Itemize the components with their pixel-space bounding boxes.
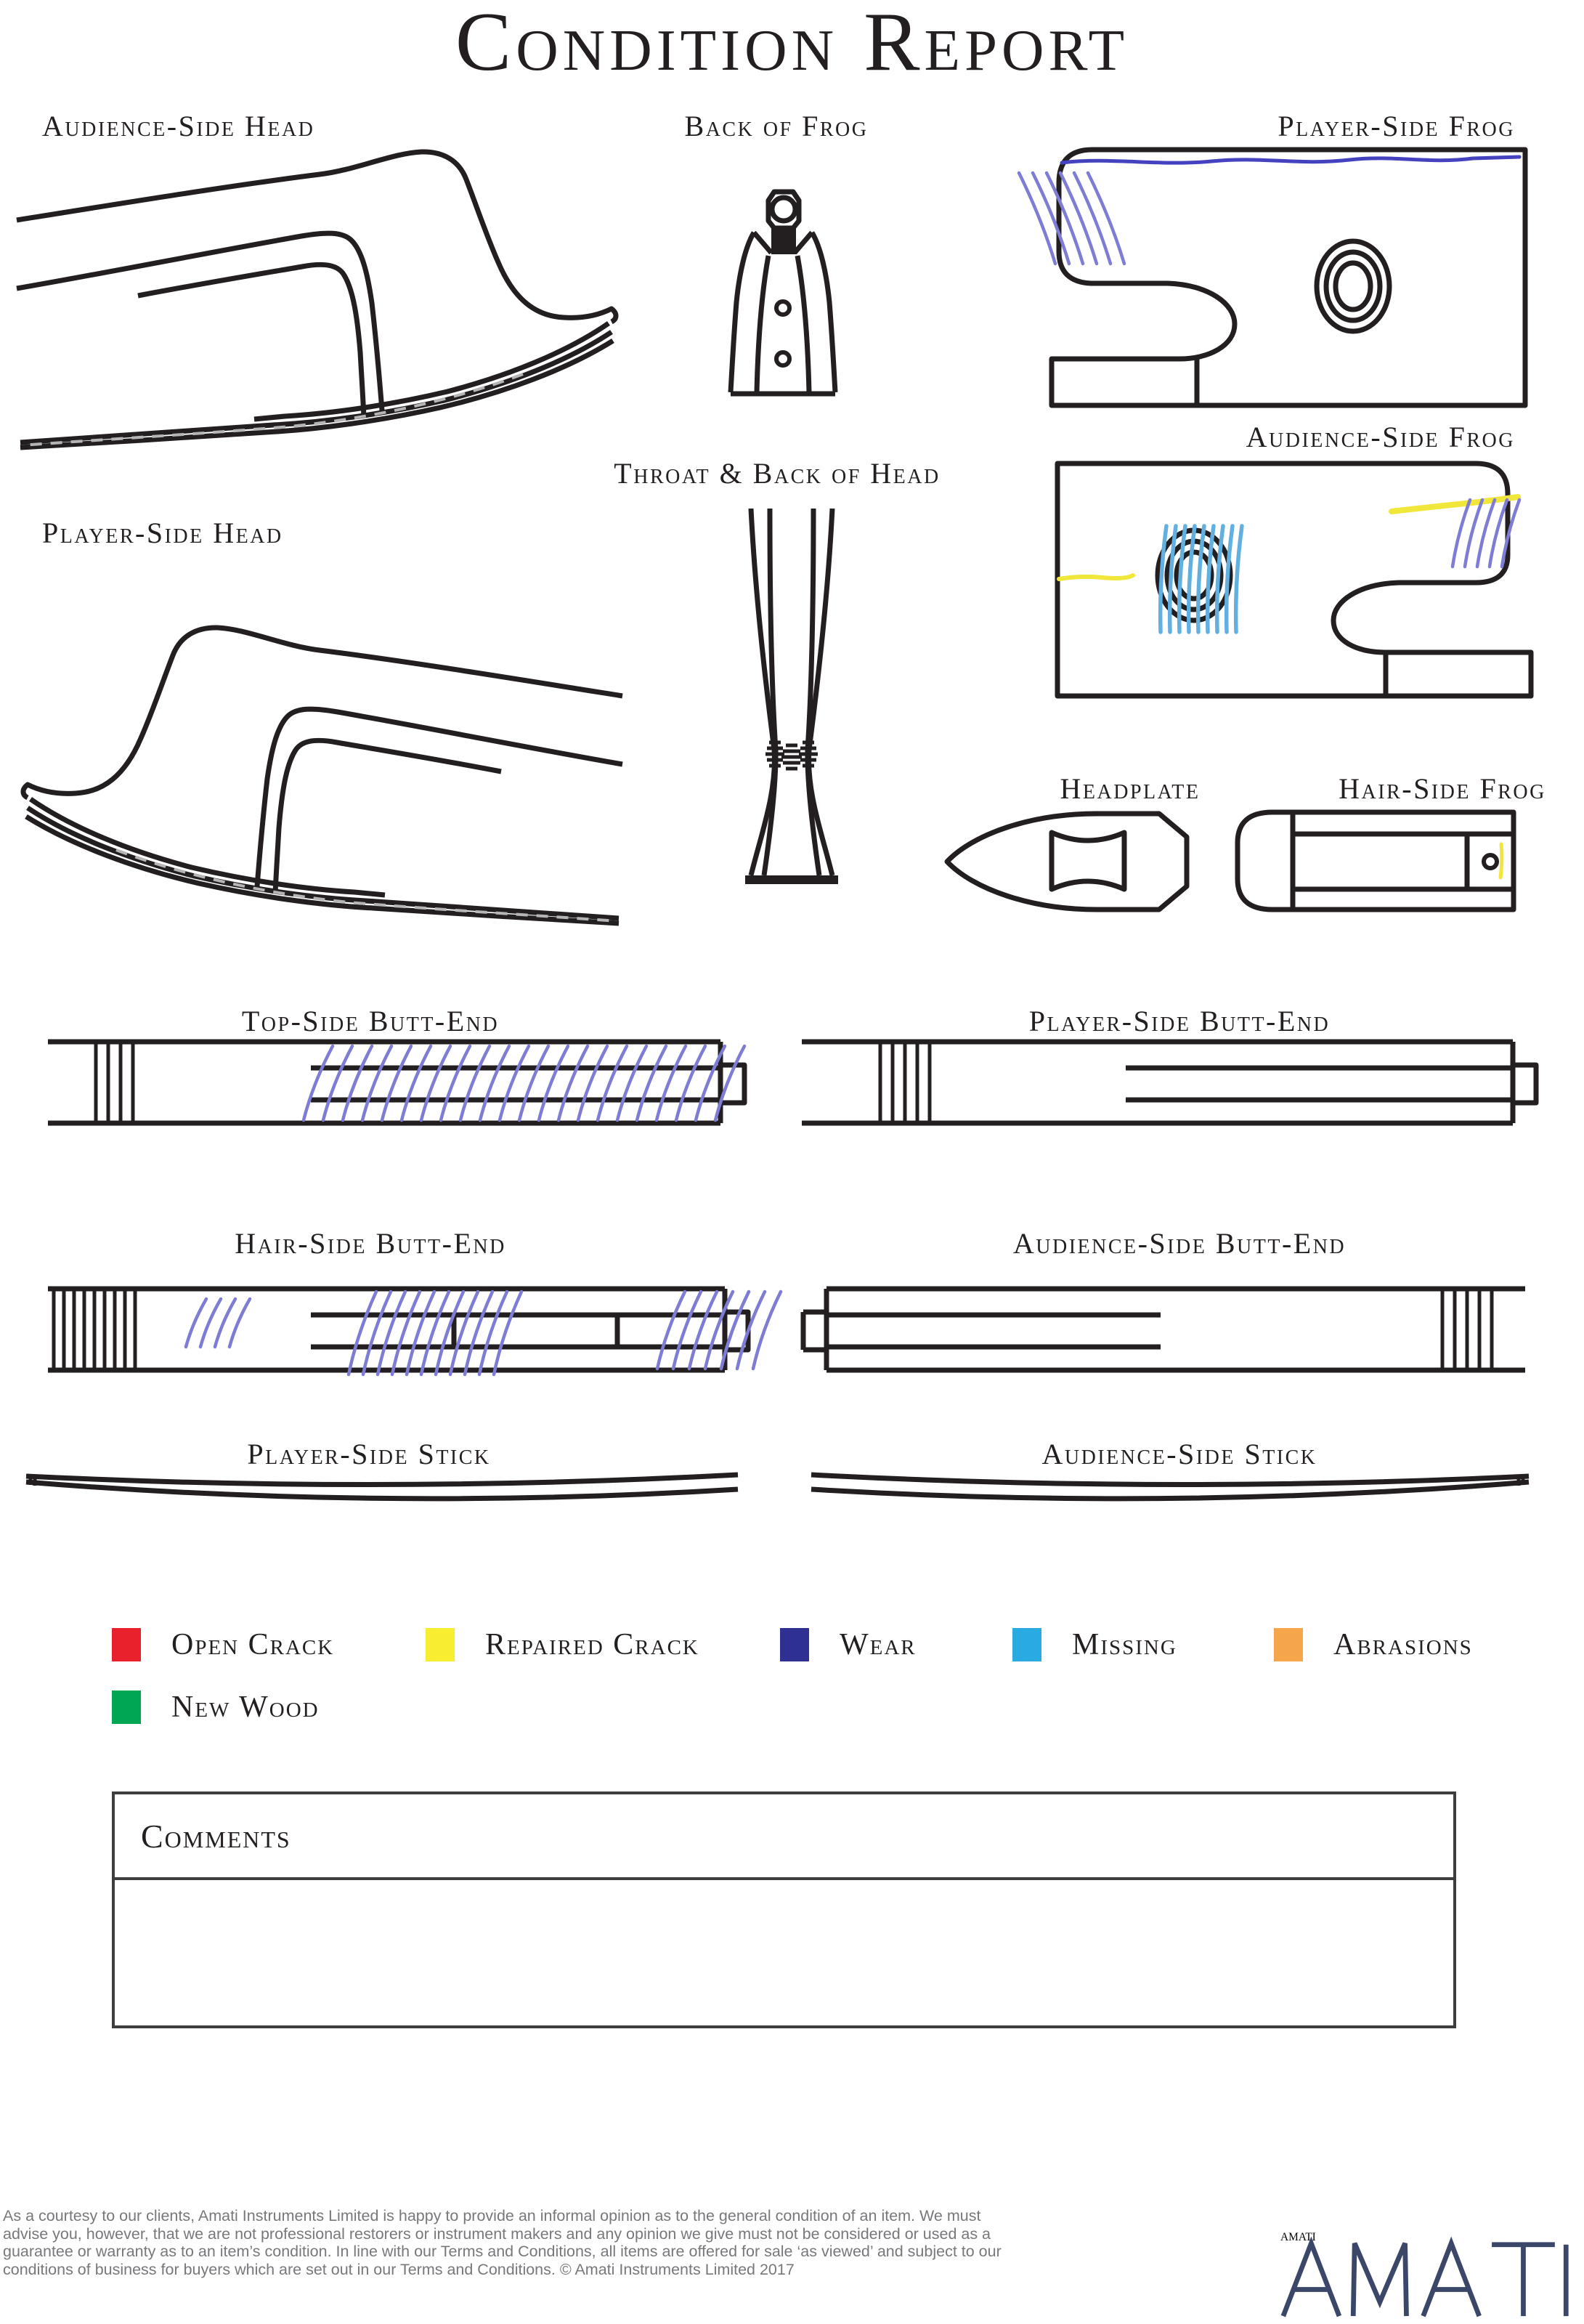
missing-swatch <box>1012 1628 1041 1661</box>
wear-mark-top-edge <box>1062 157 1519 163</box>
audience-side-head-drawing <box>15 134 617 450</box>
back-of-frog-drawing <box>726 186 839 400</box>
comments-title: Comments <box>141 1817 291 1855</box>
wear-hatch-top-left <box>1019 173 1124 264</box>
player-side-head-drawing <box>22 610 625 926</box>
player-side-frog-drawing <box>1052 144 1531 410</box>
label-player-side-frog: Player-Side Frog <box>1278 110 1515 142</box>
legend-item-missing: Missing <box>1012 1627 1177 1662</box>
wear-hatch-winding <box>186 1299 250 1347</box>
label-audience-side-frog: Audience-Side Frog <box>1246 421 1515 453</box>
label-hair-side-frog: Hair-Side Frog <box>1339 772 1546 805</box>
repaired-crack-mark-left <box>1059 575 1133 579</box>
comments-input-area[interactable] <box>115 1880 1453 2028</box>
repaired-crack-mark-eyelet <box>1500 844 1502 878</box>
throat-back-of-head-drawing <box>735 509 848 886</box>
headplate-drawing <box>944 808 1195 915</box>
label-player-side-head: Player-Side Head <box>42 517 283 549</box>
legend-item-new-wood: New Wood <box>112 1690 320 1725</box>
wear-hatch-slide <box>304 1046 744 1120</box>
amati-logo <box>1280 2231 1571 2320</box>
page-title: Condition Report <box>455 0 1129 89</box>
abrasions-swatch <box>1274 1628 1303 1661</box>
label-hair-side-butt-end: Hair-Side Butt-End <box>235 1227 506 1260</box>
open-crack-swatch <box>112 1628 141 1661</box>
top-side-butt-end-drawing <box>44 1035 770 1130</box>
svg-text:AMATI: AMATI <box>1280 2231 1316 2244</box>
label-player-side-stick: Player-Side Stick <box>247 1438 491 1470</box>
label-back-of-frog: Back of Frog <box>684 110 869 142</box>
audience-side-stick-drawing <box>805 1457 1535 1504</box>
repaired-crack-swatch <box>426 1628 455 1661</box>
player-side-stick-drawing <box>20 1457 743 1504</box>
legend-item-wear: Wear <box>780 1627 917 1662</box>
wear-hatch-slide-left <box>349 1292 521 1374</box>
label-audience-side-stick: Audience-Side Stick <box>1041 1438 1317 1470</box>
hair-side-frog-drawing <box>1226 808 1520 915</box>
label-top-side-butt-end: Top-Side Butt-End <box>241 1005 500 1037</box>
footer-disclaimer: As a courtesy to our clients, Amati Instruments Limited is happy to provide an informal opinion as to the general condition of an item. We must advise you, however, that we are not professional restorers or instrument makers and any opinion we give must not be considered or used as a guarantee or warranty as to an item’s condition. In line with our Terms and Conditions, all items are offered for sale ‘as viewed’ and subject to our conditions of business for buyers which are set out in our Terms and Conditions. © Amati Instruments Limited 2017 <box>3 2207 1002 2278</box>
legend-item-abrasions: Abrasions <box>1274 1627 1473 1662</box>
label-headplate: Headplate <box>1060 772 1201 805</box>
legend-item-open-crack: Open Crack <box>112 1627 334 1662</box>
wear-swatch <box>780 1628 809 1661</box>
new-wood-swatch <box>112 1691 141 1724</box>
audience-side-frog-drawing <box>1052 458 1531 700</box>
wear-hatch-slide-right <box>657 1292 781 1369</box>
audience-side-butt-end-drawing <box>797 1282 1546 1377</box>
label-audience-side-butt-end: Audience-Side Butt-End <box>1012 1227 1347 1260</box>
label-player-side-butt-end: Player-Side Butt-End <box>1028 1005 1331 1037</box>
player-side-butt-end-drawing <box>797 1035 1546 1130</box>
repaired-crack-mark-top-right <box>1392 497 1518 511</box>
hair-side-butt-end-drawing <box>44 1282 770 1377</box>
comments-box <box>112 1791 1456 2028</box>
label-audience-side-head: Audience-Side Head <box>42 110 315 142</box>
comments-header <box>115 1794 1453 1880</box>
legend-item-repaired-crack: Repaired Crack <box>426 1627 699 1662</box>
label-throat-back-of-head: Throat & Back of Head <box>614 457 941 490</box>
